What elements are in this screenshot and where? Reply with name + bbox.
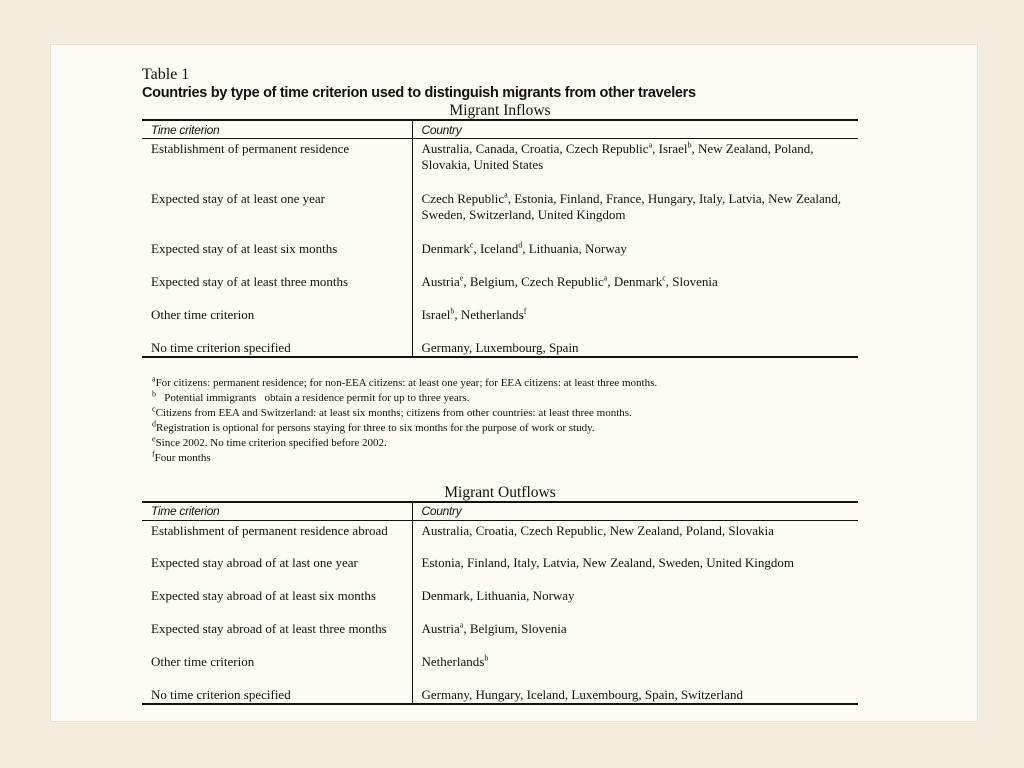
outflows-country-cell: Netherlands$^b$ [412, 652, 858, 685]
outflows-criterion-cell: Expected stay abroad of at least three months [151, 621, 387, 636]
outflows-header-country: Country [412, 502, 858, 521]
footnote-f: $^f$Four months [152, 448, 211, 464]
footnotes [142, 373, 858, 466]
outflows-row [142, 685, 858, 704]
inflows-country-cell: Austria$^e$, Belgium, Czech Republic$^a$, Denmark$^c$, Slovenia [412, 272, 858, 305]
inflows-row [142, 272, 858, 305]
inflows-country-cell: Australia, Canada, Croatia, Czech Republic$^a$, Israel$^b$, New Zealand, Poland, Slovakia, United States [412, 139, 858, 189]
inflows-criterion-cell: Expected stay of at least one year [151, 190, 325, 206]
outflows-country-cell: Germany, Hungary, Iceland, Luxembourg, Spain, Switzerland [412, 685, 858, 704]
inflows-header-country: Country [412, 120, 858, 139]
inflows-criterion-cell: Establishment of permanent residence [151, 141, 350, 156]
outflows-row [142, 520, 858, 553]
outflows-country-cell: Estonia, Finland, Italy, Latvia, New Zealand, Sweden, United Kingdom [412, 553, 858, 586]
outflows-criterion-cell: No time criterion specified [142, 685, 412, 704]
outflows-criterion-cell: Expected stay abroad of at least six months [151, 588, 376, 603]
table-document [142, 66, 858, 705]
outflows-row [142, 652, 858, 685]
inflows-table [142, 119, 858, 358]
inflows-criterion-cell: No time criterion specified [142, 338, 412, 357]
inflows-country-cell: Germany, Luxembourg, Spain [412, 338, 858, 357]
footnote-b: $^b$ Potential immigrants obtain a residence permit for up to three years. [152, 388, 470, 404]
inflows-criterion-cell: Expected stay of at least six months [151, 240, 338, 256]
outflows-criterion-cell: Expected stay abroad of at last one year [151, 555, 358, 570]
outflows-body [142, 520, 858, 704]
inflows-header-criterion: Time criterion [142, 120, 412, 139]
inflows-criterion-cell: Other time criterion [151, 306, 255, 322]
table-title: Countries by type of time criterion used to distinguish migrants from other travelers [142, 85, 696, 101]
outflows-table [142, 501, 858, 706]
inflows-body [142, 139, 858, 357]
inflows-row [142, 139, 858, 189]
outflows-section-title: Migrant Outflows [444, 483, 556, 501]
inflows-country-cell: Czech Republic$^a$, Estonia, Finland, France, Hungary, Italy, Latvia, New Zealand, Sweden, Switzerland, United Kingdom [412, 189, 858, 239]
footnote-d: $^d$Registration is optional for persons staying for three to six months for the purpose of work or study. [152, 418, 595, 434]
inflows-row [142, 305, 858, 338]
outflows-country-cell: Denmark, Lithuania, Norway [412, 586, 858, 619]
outflows-header-criterion: Time criterion [142, 502, 412, 521]
footnote-e: $^e$Since 2002. No time criterion specified before 2002. [152, 433, 387, 449]
inflows-country-cell: Israel$^b$, Netherlands$^f$ [412, 305, 858, 338]
outflows-header-row [142, 502, 858, 521]
footnote-c: $^c$Citizens from EEA and Switzerland: at least six months; citizens from other countries: at least three months. [152, 403, 632, 419]
inflows-row [142, 189, 858, 239]
outflows-criterion-cell: Other time criterion [151, 654, 255, 669]
inflows-section-title: Migrant Inflows [449, 102, 551, 119]
outflows-row [142, 619, 858, 652]
inflows-country-cell: Denmark$^c$, Iceland$^d$, Lithuania, Norway [412, 239, 858, 272]
table-number: Table 1 [142, 66, 190, 83]
inflows-header-row [142, 120, 858, 139]
outflows-country-cell: Austria$^a$, Belgium, Slovenia [412, 619, 858, 652]
outflows-row [142, 586, 858, 619]
inflows-row [142, 338, 858, 357]
inflows-criterion-cell: Expected stay of at least three months [151, 273, 349, 289]
outflows-row [142, 553, 858, 586]
outflows-country-cell: Australia, Croatia, Czech Republic, New Zealand, Poland, Slovakia [412, 520, 858, 553]
footnote-a: $^a$For citizens: permanent residence; for non-EEA citizens: at least one year; for EEA citizens: at least three months. [152, 373, 658, 389]
inflows-row [142, 239, 858, 272]
outflows-criterion-cell: Establishment of permanent residence abroad [151, 522, 388, 538]
